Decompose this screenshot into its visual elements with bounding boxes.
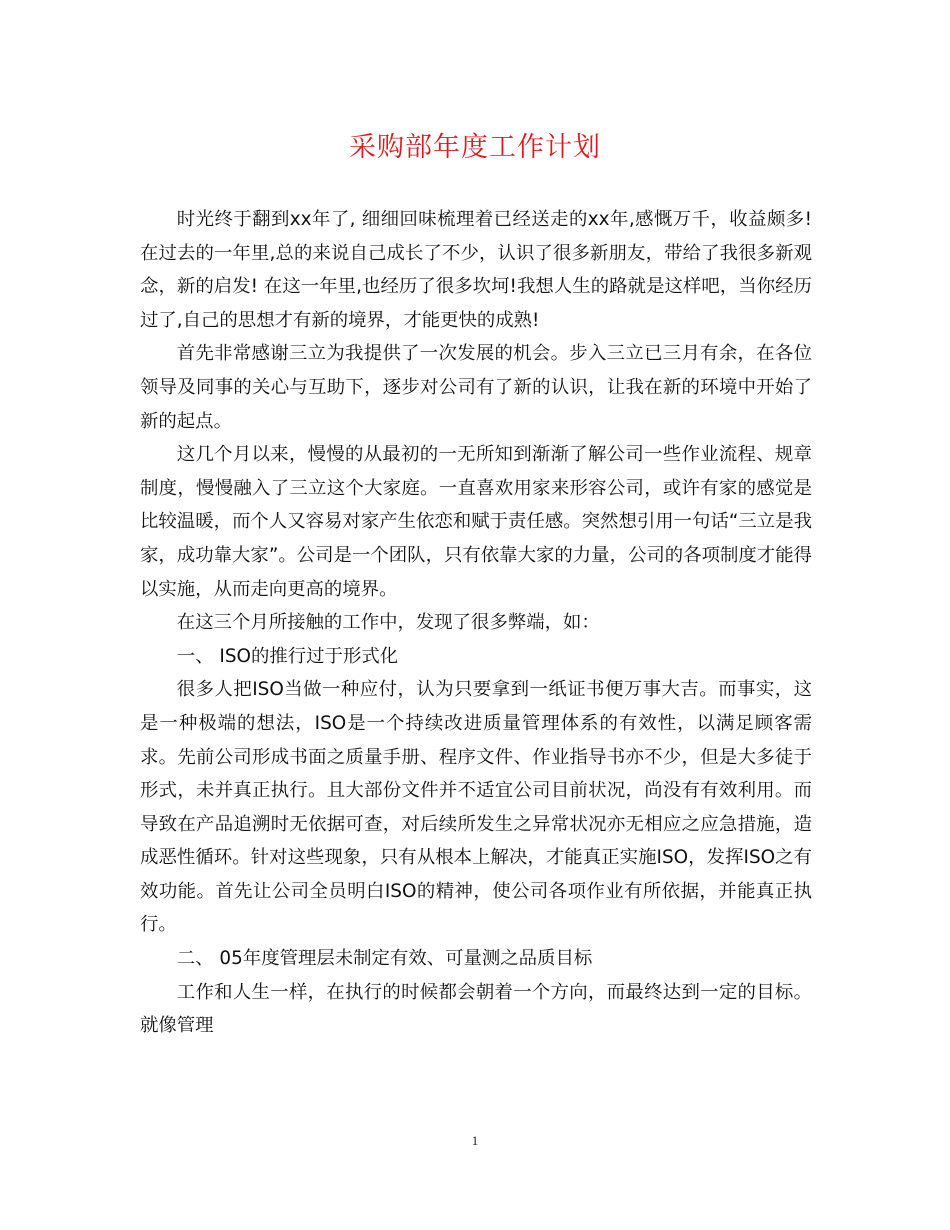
paragraph-thanks: 首先非常感谢三立为我提供了一次发展的机会。步入三立已三月有余，在各位领导及同事的关心与互助下，逐步对公司有了新的认识，让我在新的环境中开始了新的起点。 <box>140 343 812 432</box>
heading-issue-2: 二、 05年度管理层未制定有效、可量测之品质目标 <box>176 948 593 970</box>
page-number: 1 <box>471 1133 479 1148</box>
heading-issue-1: 一、 ISO的推行过于形式化 <box>176 645 399 667</box>
document-body <box>140 203 812 1043</box>
paragraph-issues-intro: 在这三个月所接触的工作中，发现了很多弊端，如： <box>176 612 600 634</box>
paragraph-issue-1: 很多人把ISO当做一种应付，认为只要拿到一纸证书便万事大吉。而事实，这是一种极端的想法，ISO是一个持续改进质量管理体系的有效性，以满足顾客需求。先前公司形成书面之质量手册、程序文件、作业指导书亦不少，但是大多徒于形式，未并真正执行。且大部份文件并不适宜公司目前状况，尚没有有效利用。而导致在产品追溯时无依据可查，对后续所发生之异常状况亦无相应之应急措施，造成恶性循环。针对这些现象，只有从根本上解决，才能真正实施ISO，发挥ISO之有效功能。首先让公司全员明白ISO的精神，使公司各项作业有所依据，并能真正执行。 <box>140 679 812 936</box>
paragraph-intro: 时光终于翻到xx年了, 细细回味梳理着已经送走的xx年,感慨万千，收益颇多! 在过去的一年里,总的来说自己成长了不少，认识了很多新朋友，带给了我很多新观念，新的启发! 在这一年里,也经历了很多坎坷!我想人生的路就是这样吧，当你经历过了,自己的思想才有新的境界，才能更快的成熟! <box>140 209 812 331</box>
paragraph-months: 这几个月以来，慢慢的从最初的一无所知到渐渐了解公司一些作业流程、规章制度，慢慢融入了三立这个大家庭。一直喜欢用家来形容公司，或许有家的感觉是比较温暖，而个人又容易对家产生依恋和赋于责任感。突然想引用一句话“三立是我家，成功靠大家”。公司是一个团队，只有依靠大家的力量，公司的各项制度才能得以实施，从而走向更高的境界。 <box>140 444 812 600</box>
document-title: 采购部年度工作计划 <box>349 132 601 163</box>
paragraph-issue-2: 工作和人生一样，在执行的时候都会朝着一个方向，而最终达到一定的目标。就像管理 <box>140 981 812 1037</box>
